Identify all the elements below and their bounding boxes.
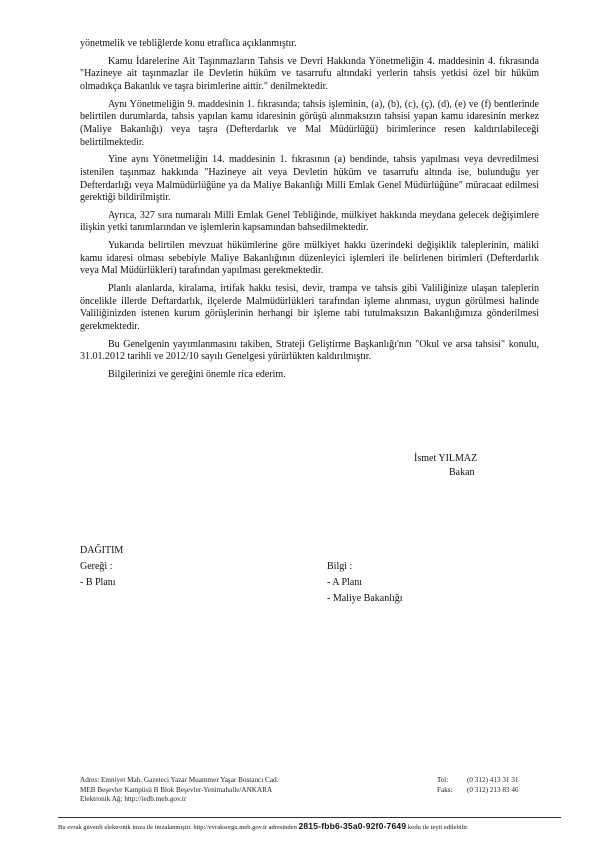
tel-value: (0 312) 413 31 31 — [467, 776, 519, 784]
fax-label: Faks: — [437, 785, 453, 794]
verification-suffix: kodu ile teyit edilebilir. — [407, 824, 469, 831]
signatory-name: İsmet YILMAZ — [414, 453, 478, 464]
bilgi-item: - A Planı — [327, 577, 363, 588]
verification-prefix: Bu evrak güvenli elektronik imza ile imzalanmıştır. http://evraksorgu.meb.gov.tr adresinden — [58, 824, 297, 831]
distribution-title: DAĞITIM — [80, 545, 124, 556]
paragraph-genelge: Bu Genelgenin yayımlanmasını takiben, Strateji Geliştirme Başkanlığı'nın "Okul ve arsa tahsisi" konulu, 31.01.2012 tarihli ve 2012/10 sayılı Genelgesi yürürlükten kaldırılmıştır. — [80, 338, 539, 363]
fax-row — [437, 786, 519, 796]
paragraph-yonetmelik-14: Yine aynı Yönetmeliğin 14. maddesinin 1. fıkrasının (a) bendinde, tahsis yapılması veya devredilmesi istenilen taşınmaz hakkında "Hazineye ait veya Devletin hüküm ve tasarrufu altında ise, bulunduğu yer Defterdarlığı veya Malmüdürlüğüne ya da Maliye Bakanlığı Milli Emlak Genel Müdürlüğüne" müracaat edilmesi gerektiği bildirilmiştir. — [80, 154, 539, 204]
fax-value: (0 312) 213 83 46 — [467, 785, 519, 794]
bilgi-item: - Maliye Bakanlığı — [327, 593, 403, 604]
paragraph-closing: Bilgilerinizi ve gereğini önemle rica ederim. — [108, 369, 286, 381]
web-address: Elektronik Ağ: http://iedb.meb.gov.tr — [80, 795, 187, 803]
signatory-title: Bakan — [449, 467, 475, 478]
paragraph-planli-alanlar: Planlı alanlarda, kiralama, irtifak hakkı tesisi, devir, trampa ve tahsis gibi Valiliğinize ulaşan taleplerin öncelikle illerde Deftardarlık, ilçelerde Malmüdürlükleri tarafından işleme alınması, uygun görülmesi halinde Valiliğinizden istenen kurum görüşlerinin herhangi bir işleme tabi tutulmaksızın Bakanlığımıza gönderilmesi gerekmektedir. — [80, 283, 539, 332]
document-body — [80, 38, 539, 382]
paragraph-continuation: yönetmelik ve tebliğlerde konu etraflıca açıklanmıştır. — [80, 38, 297, 49]
footer-address — [80, 776, 278, 805]
verification-line — [58, 817, 561, 831]
tel-label: Tel: — [437, 776, 449, 784]
address-line: MEB Beşevler Kampüsü B Blok Beşevler-Yenimahalle/ANKARA — [80, 785, 273, 794]
tel-row — [437, 776, 519, 786]
paragraph-teblig-327: Ayrıca, 327 sıra numaralı Milli Emlak Genel Tebliğinde, mülkiyet hakkında meydana gelecek değişimlere ilişkin yetki tanımlarından ve işlemlerin kapsamından bahsedilmektedir. — [80, 209, 539, 234]
paragraph-yonetmelik-4: Kamu İdarelerine Ait Taşınmazların Tahsis ve Devri Hakkında Yönetmeliğin 4. maddesinin 4. fıkrasında "Hazineye ait taşınmazlar ile Devletin hüküm ve tasarrufu altındaki yerlerin tahsis yetkisi özel bir hüküm olmadıkça Bakanlık ve taşra birimlerine aittir." denilmektedir. — [80, 55, 539, 92]
gerek-label: Gereği : — [80, 561, 113, 572]
verification-code: 2815-fbb6-35a0-92f0-7649 — [298, 821, 407, 831]
gerek-item: - B Planı — [80, 577, 116, 588]
paragraph-mevzuat: Yukarıda belirtilen mevzuat hükümlerine göre mülkiyet hakkı üzerindeki değişiklik taleplerinin, maliki kamu idaresi olması sebebiyle Maliye Bakanlığının düzenleyici işlemleri ile belirlenen birimleri (Defterdarlık veya Mal Müdürlükleri) tarafından yapılması gerekmektedir. — [80, 240, 539, 277]
bilgi-label: Bilgi : — [327, 561, 353, 572]
footer-contact — [437, 776, 519, 795]
address-line: Adres: Emniyet Mah. Gazeteci Yazar Muammer Yaşar Bostancı Cad. — [80, 776, 279, 784]
paragraph-yonetmelik-9: Aynı Yönetmeliğin 9. maddesinin 1. fıkrasında; tahsis işleminin, (a), (b), (c), (ç), (d), (e) ve (f) bentlerinde belirtilen durumlarda, tahsis yapılan kamu idaresinin görüşü alınmaksızın tahsisi yapan kamu idaresinin merkez (Maliye Bakanlığı) veya taşra (Defterdarlık ve Mal Müdürlüğü) birimlerince resen kaldırılabileceği belirtilmektedir. — [80, 98, 539, 148]
